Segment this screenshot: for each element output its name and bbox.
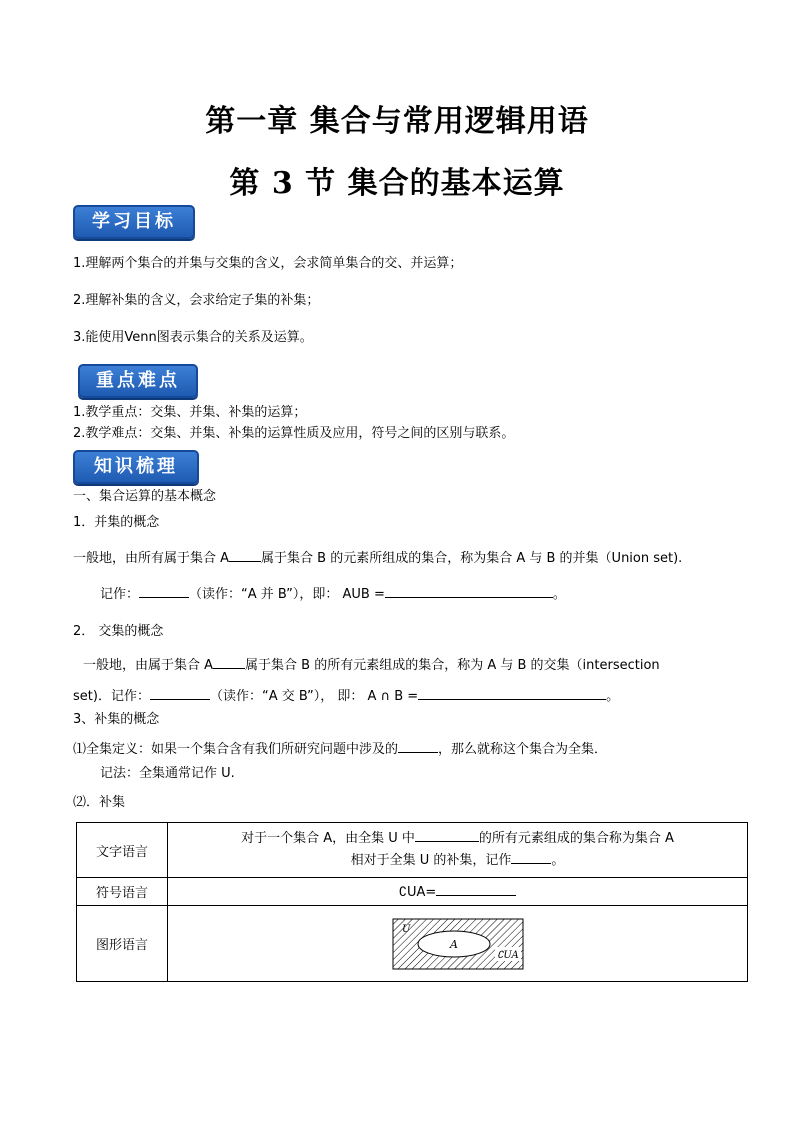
goal-item-3: 3.能使用Venn图表示集合的关系及运算。	[73, 330, 313, 345]
union-result-blank	[385, 585, 553, 598]
complement-subtitle: ⑵．补集	[73, 795, 126, 810]
union-def-end: 属于集合 B 的元素所组成的集合，称为集合 A 与 B 的并集（Union set).	[261, 551, 683, 566]
row-label-text: 文字语言	[77, 823, 168, 878]
key-points-badge: 重点难点	[78, 364, 198, 398]
universal-notation: 记法：全集通常记作 U.	[100, 766, 235, 781]
intersection-notation-end: 。	[606, 689, 620, 704]
union-title: 1．并集的概念	[73, 515, 160, 530]
intersection-title: 2． 交集的概念	[73, 624, 164, 639]
row-content-text	[168, 823, 748, 878]
text-line2-blank	[511, 851, 551, 864]
universal-def-end: ，那么就称这个集合为全集．	[438, 742, 608, 757]
intersection-notation-start: set)．记作：	[73, 689, 150, 704]
section-heading: 一、集合运算的基本概念	[73, 489, 217, 504]
text-line1-start: 对于一个集合 A，由全集 U 中	[241, 831, 415, 846]
chapter-title: 第一章 集合与常用逻辑用语	[205, 104, 589, 139]
knowledge-badge: 知识梳理	[73, 450, 199, 484]
union-notation	[100, 585, 566, 603]
union-notation-end: 。	[552, 587, 566, 602]
key-point-2: 2.教学难点：交集、并集、补集的运算性质及应用，符号之间的区别与联系。	[73, 426, 515, 441]
union-definition	[73, 549, 682, 567]
text-line1-blank	[415, 829, 479, 842]
key-point-1: 1.教学重点：交集、并集、补集的运算；	[73, 405, 307, 420]
intersection-notation-blank	[150, 687, 210, 700]
row-label-graph: 图形语言	[77, 906, 168, 982]
intersection-result-blank	[418, 687, 606, 700]
union-notation-start: 记作：	[100, 587, 140, 602]
universal-def-start: ⑴全集定义：如果一个集合含有我们所研究问题中涉及的	[73, 742, 399, 757]
text-line2-start: 相对于全集 U 的补集，记作	[350, 853, 512, 868]
union-def-blank	[229, 549, 261, 562]
union-def-start: 一般地，由所有属于集合 A	[73, 551, 230, 566]
intersection-notation-middle: （读作：“A 交 B”）， 即： A ∩ B =	[209, 689, 419, 704]
venn-label-complement: ∁UA	[496, 949, 519, 961]
venn-label-u: U	[401, 923, 410, 935]
row-content-symbol	[168, 878, 748, 906]
section-title: 第 3 节 集合的基本运算	[229, 166, 565, 201]
table-row-symbol	[77, 878, 748, 906]
union-notation-middle: （读作：“A 并 B”），即： AUB =	[189, 587, 385, 602]
row-content-graph	[168, 906, 748, 982]
intersection-def-blank	[213, 656, 245, 669]
learning-goals-badge: 学习目标	[73, 205, 195, 239]
intersection-definition	[83, 656, 660, 674]
text-line2-end: 。	[551, 853, 565, 868]
complement-title: 3、补集的概念	[73, 712, 160, 727]
complement-table	[76, 822, 748, 982]
intersection-def-end: 属于集合 B 的所有元素组成的集合，称为 A 与 B 的交集（intersection	[245, 658, 660, 673]
symbol-formula: ∁UA=	[398, 885, 437, 900]
venn-label-a: A	[449, 937, 458, 951]
goal-item-2: 2.理解补集的含义，会求给定子集的补集；	[73, 293, 320, 308]
intersection-notation	[73, 687, 619, 705]
universal-definition	[73, 740, 607, 758]
table-row-graph	[77, 906, 748, 982]
venn-diagram	[392, 918, 524, 970]
union-notation-blank	[139, 585, 189, 598]
symbol-blank	[436, 883, 516, 896]
goal-item-1: 1.理解两个集合的并集与交集的含义，会求简单集合的交、并运算；	[73, 256, 463, 271]
text-line1-end: 的所有元素组成的集合称为集合 A	[478, 831, 674, 846]
intersection-def-start: 一般地，由属于集合 A	[83, 658, 214, 673]
row-label-symbol: 符号语言	[77, 878, 168, 906]
universal-def-blank	[398, 740, 438, 753]
table-row-text	[77, 823, 748, 878]
